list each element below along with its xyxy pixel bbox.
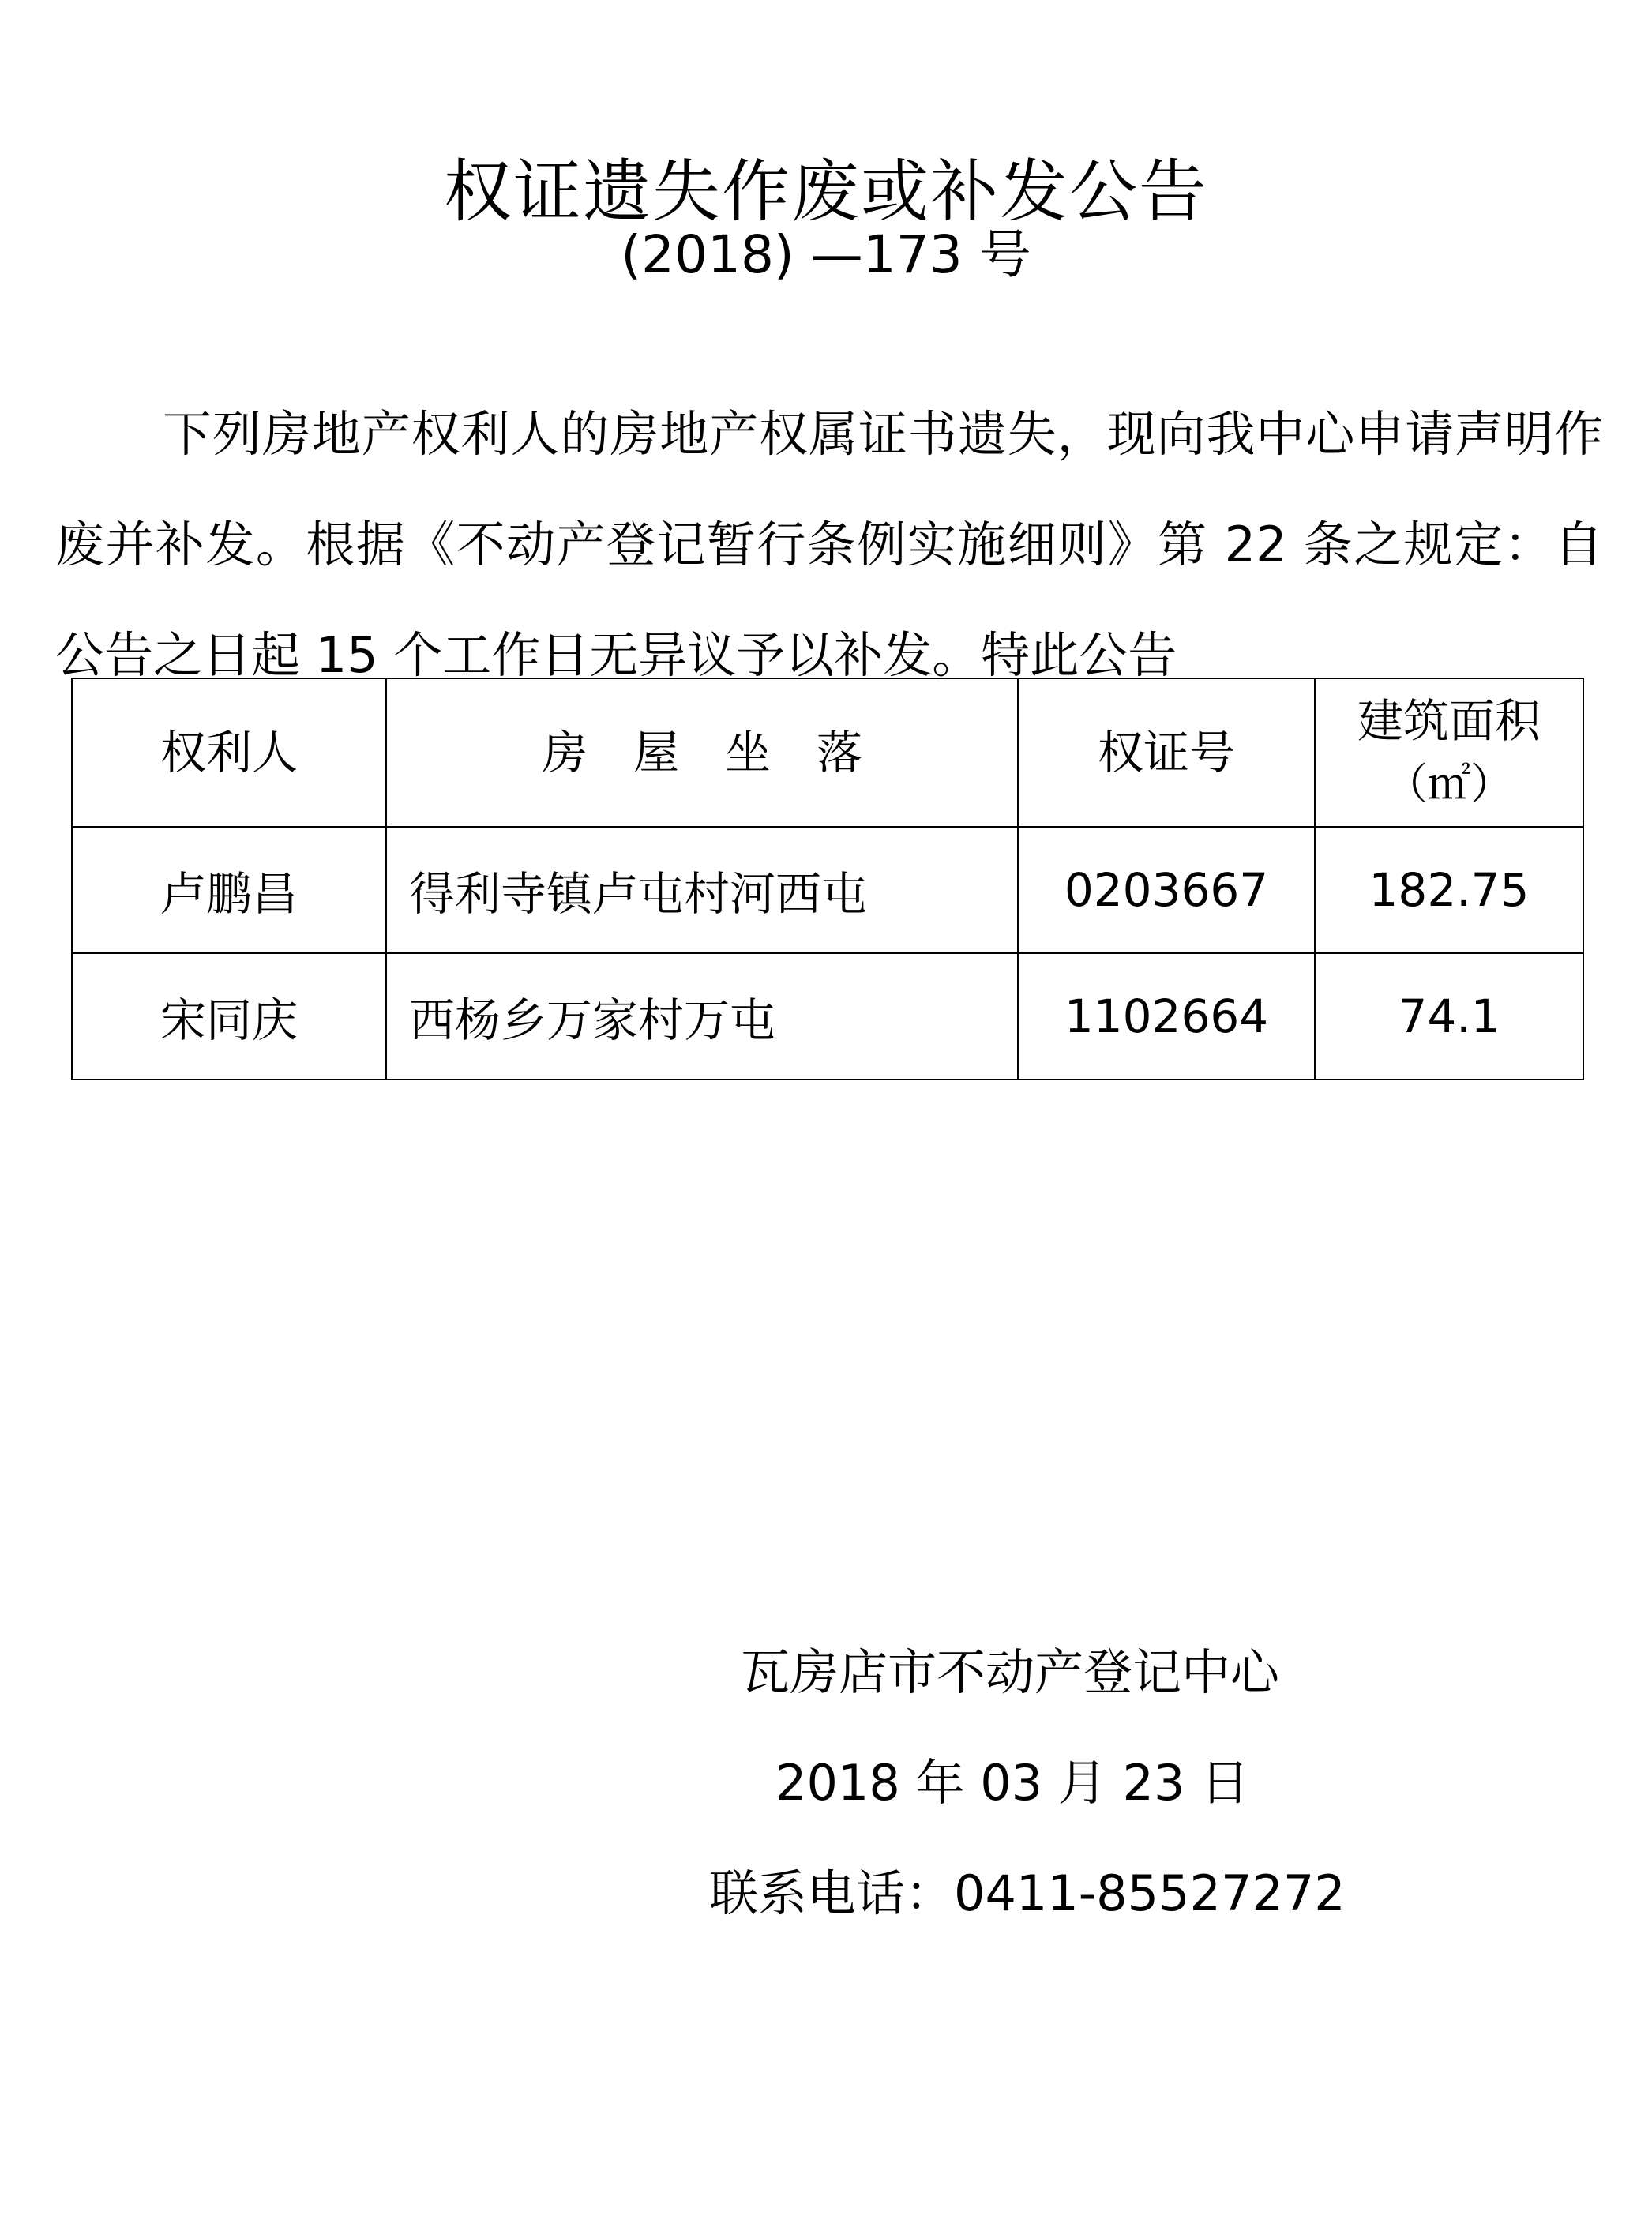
certificate-table	[71, 678, 1584, 1080]
notice-body: 下列房地产权利人的房地产权属证书遗失，现向我中心申请声明作废并补发。根据《不动产登记暂行条例实施细则》第 22 条之规定：自公告之日起 15 个工作日无异议予以补发。特此公告	[55, 405, 1603, 684]
header-cert-no: 权证号	[1018, 678, 1315, 827]
certificate-table-wrapper	[71, 678, 1583, 1080]
cell-location: 得利寺镇卢屯村河西屯	[386, 827, 1018, 953]
issue-date: 2018 年 03 月 23 日	[775, 1754, 1250, 1812]
cell-area: 182.75	[1315, 827, 1583, 953]
cell-location: 西杨乡万家村万屯	[386, 953, 1018, 1080]
cell-cert-no: 0203667	[1018, 827, 1315, 953]
table-header-row	[72, 678, 1583, 827]
header-area-label: 建筑面积	[1357, 694, 1541, 748]
header-area-unit: （㎡）	[1385, 759, 1513, 809]
table-row	[72, 953, 1583, 1080]
header-location: 房 屋 坐 落	[386, 678, 1018, 827]
issuing-organization: 瓦房店市不动产登记中心	[741, 1643, 1280, 1701]
cell-cert-no: 1102664	[1018, 953, 1315, 1080]
cell-owner: 卢鹏昌	[72, 827, 386, 953]
page-title: 权证遗失作废或补发公告	[444, 152, 1208, 231]
cell-area: 74.1	[1315, 953, 1583, 1080]
document-number: (2018) —173 号	[621, 224, 1031, 285]
header-area	[1315, 678, 1583, 827]
table-row	[72, 827, 1583, 953]
header-owner: 权利人	[72, 678, 386, 827]
cell-owner: 宋同庆	[72, 953, 386, 1080]
contact-phone: 联系电话：0411-85527272	[709, 1864, 1346, 1922]
